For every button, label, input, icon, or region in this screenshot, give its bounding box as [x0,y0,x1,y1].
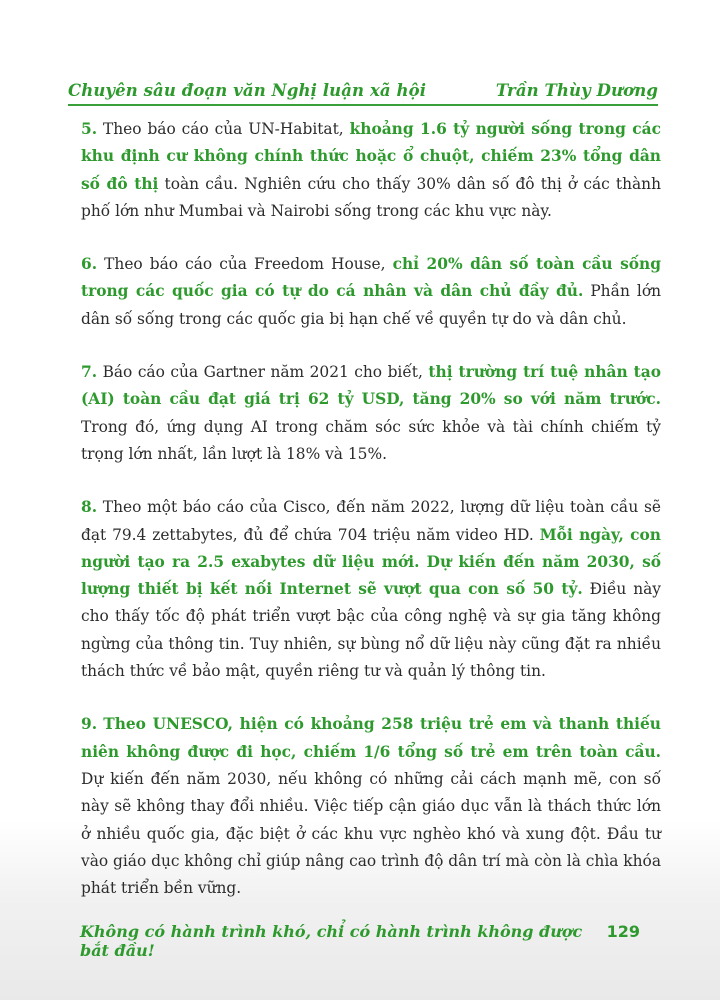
normal-text: Dự kiến đến năm 2030, nếu không có những cải cách mạnh mẽ, con số này sẽ không thay đổi nhiều. Việc tiếp cận giáo dục vẫn là thách thức lớn ở nhiều quốc gia, đặc biệt ở các khu vực nghèo khó và xung đột. Đầu tư vào giáo dục không chỉ giúp nâng cao trình độ dân trí mà còn là chìa khóa phát triển bền vững. [81,769,661,898]
normal-text: Báo cáo của Gartner năm 2021 cho biết, [97,363,429,382]
normal-text: Trong đó, ứng dụng AI trong chăm sóc sức khỏe và tài chính chiếm tỷ trọng lớn nhất, lần lượt là 18% và 15%. [81,417,661,463]
page-header [68,72,658,106]
item-number: 7. [81,363,98,382]
paragraph-7 [81,359,661,468]
highlighted-text: Mỗi ngày, con người tạo ra 2.5 exabytes dữ liệu mới. Dự kiến đến năm 2030, số lượng thiết bị kết nối Internet sẽ vượt qua con số 50 tỷ. [81,525,661,599]
paragraph-9 [81,711,661,902]
footer-quote: Không có hành trình khó, chỉ có hành trình không được bắt đầu! [80,922,583,960]
item-number: 8. [81,498,98,517]
book-title: Chuyên sâu đoạn văn Nghị luận xã hội [68,81,427,100]
author-name: Trần Thùy Dương [495,81,658,100]
highlighted-text: khoảng 1.6 tỷ người sống trong các khu định cư không chính thức hoặc ổ chuột, chiếm 23% tổng dân số đô thị [81,120,661,193]
item-number: 5. [81,120,98,138]
normal-text: Theo báo cáo của Freedom House, [97,255,393,274]
item-number: 9. [81,715,98,734]
page-number: 129 [606,922,640,941]
highlighted-text: Theo UNESCO, hiện có khoảng 258 triệu trẻ em và thanh thiếu niên không được đi học, chiếm 1/6 tổng số trẻ em trên toàn cầu. [81,715,661,761]
highlighted-text: thị trường trí tuệ nhân tạo (AI) toàn cầu đạt giá trị 62 tỷ USD, tăng 20% so với năm trước. [81,363,661,409]
normal-text: Theo một báo cáo của Cisco, đến năm 2022, lượng dữ liệu toàn cầu sẽ đạt 79.4 zettabytes, đủ để chứa 704 triệu năm video HD. [81,498,661,544]
normal-text: toàn cầu. Nghiên cứu cho thấy 30% dân số đô thị ở các thành phố lớn như Mumbai và Nairobi sống trong các khu vực này. [81,174,661,220]
page-content [81,116,661,928]
normal-text: Theo báo cáo của UN-Habitat, [97,120,350,138]
paragraph-5 [81,116,661,225]
paragraph-6 [81,251,661,333]
normal-text: Điều này cho thấy tốc độ phát triển vượt bậc của công nghệ và sự gia tăng không ngừng của thông tin. Tuy nhiên, sự bùng nổ dữ liệu này cũng đặt ra nhiều thách thức về bảo mật, quyền riêng tư và quản lý thông tin. [81,580,661,681]
page-footer [80,922,640,960]
highlighted-text: chỉ 20% dân số toàn cầu sống trong các quốc gia có tự do cá nhân và dân chủ đầy đủ. [81,255,662,301]
paragraph-8 [81,494,661,685]
normal-text: Phần lớn dân số sống trong các quốc gia bị hạn chế về quyền tự do và dân chủ. [81,282,662,328]
item-number: 6. [81,255,98,274]
